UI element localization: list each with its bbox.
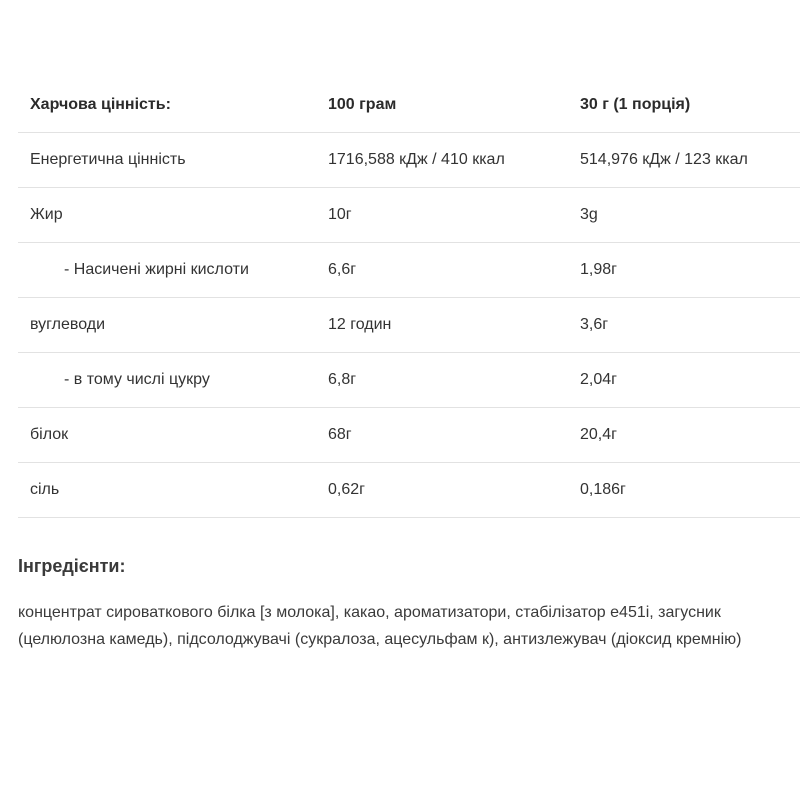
row-label-carbohydrates: вуглеводи	[18, 298, 316, 353]
cell-per-100g: 0,62г	[316, 463, 568, 518]
cell-per-100g: 68г	[316, 408, 568, 463]
row-label-protein: білок	[18, 408, 316, 463]
header-per-serving: 30 г (1 порція)	[568, 78, 800, 133]
cell-per-100g: 1716,588 кДж / 410 ккал	[316, 133, 568, 188]
cell-per-100g: 6,8г	[316, 353, 568, 408]
row-label-salt: сіль	[18, 463, 316, 518]
row-label-energy: Енергетична цінність	[18, 133, 316, 188]
ingredients-heading: Інгредієнти:	[18, 556, 126, 576]
cell-per-serving: 3,6г	[568, 298, 800, 353]
table-row	[18, 463, 800, 518]
cell-per-100g: 10г	[316, 188, 568, 243]
cell-per-100g: 12 годин	[316, 298, 568, 353]
table-row	[18, 243, 800, 298]
table-row	[18, 298, 800, 353]
cell-per-serving: 0,186г	[568, 463, 800, 518]
header-nutrition-value: Харчова цінність:	[18, 78, 316, 133]
cell-per-100g: 6,6г	[316, 243, 568, 298]
cell-per-serving: 2,04г	[568, 353, 800, 408]
ingredients-text: концентрат сироваткового білка [з молока], какао, ароматизатори, стабілізатор e451i, загусник (целюлозна камедь), підсолоджувачі (сукралоза, ацесульфам к), антизлежувач (діоксид кремнію)	[18, 604, 742, 648]
table-row	[18, 133, 800, 188]
table-header-row	[18, 78, 800, 133]
cell-per-serving: 20,4г	[568, 408, 800, 463]
table-row	[18, 353, 800, 408]
header-per-100g: 100 грам	[316, 78, 568, 133]
table-row	[18, 408, 800, 463]
row-label-sugars: - в тому числі цукру	[18, 353, 316, 408]
cell-per-serving: 3g	[568, 188, 800, 243]
cell-per-serving: 514,976 кДж / 123 ккал	[568, 133, 800, 188]
row-label-saturated-fat: - Насичені жирні кислоти	[18, 243, 316, 298]
nutrition-table	[18, 78, 800, 518]
row-label-fat: Жир	[18, 188, 316, 243]
cell-per-serving: 1,98г	[568, 243, 800, 298]
table-row	[18, 188, 800, 243]
